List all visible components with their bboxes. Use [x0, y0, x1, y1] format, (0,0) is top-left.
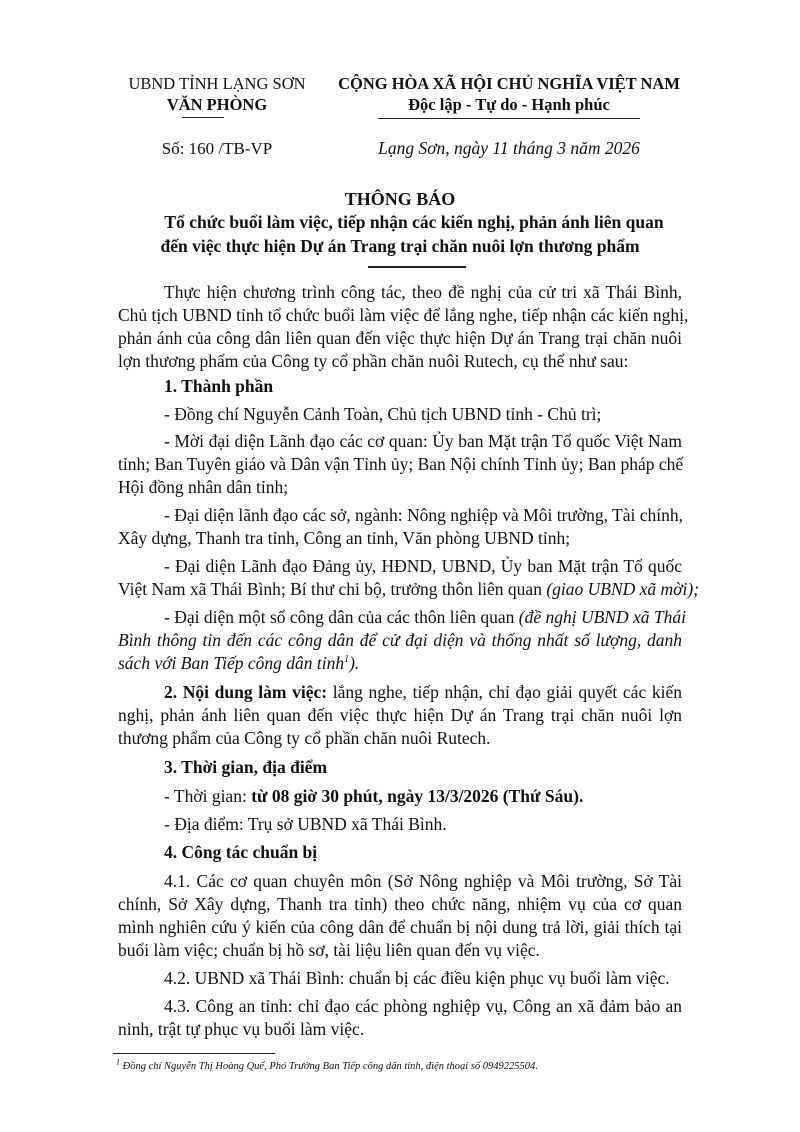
subtitle-line-2: đến việc thực hiện Dự án Trang trại chăn nuôi lợn thương phẩm: [160, 236, 640, 256]
intro-line: Chủ tịch UBND tỉnh tổ chức buổi làm việc để lắng nghe, tiếp nhận các kiến nghị,: [118, 305, 689, 325]
prep-item: 4.2. UBND xã Thái Bình: chuẩn bị các điều kiện phục vụ buổi làm việc.: [164, 968, 670, 988]
participant-note-cont: Bình thông tin đến các công dân để cử đại diện và thống nhất số lượng, danh: [118, 630, 682, 650]
section-3-heading: 3. Thời gian, địa điểm: [164, 757, 328, 777]
participant-item: - Đại diện Lãnh đạo Đảng ủy, HĐND, UBND, Ủy ban Mặt trận Tổ quốc: [164, 556, 682, 576]
intro-line: lợn thương phẩm của Công ty cổ phần chăn nuôi Rutech, cụ thể như sau:: [118, 351, 629, 371]
document-number: Số: 160 /TB-VP: [161, 139, 273, 158]
footnote-marker: 1: [116, 1057, 120, 1067]
prep-item-cont: ninh, trật tự phục vụ buổi làm việc.: [118, 1019, 365, 1039]
intro-line: phản ánh của công dân liên quan đến việc thực hiện Dự án Trang trại chăn nuôi: [118, 328, 682, 348]
motto-underline: [378, 118, 640, 119]
footnote-text: Đồng chí Nguyễn Thị Hoàng Quế, Phó Trưởng Ban Tiếp công dân tỉnh, điện thoại số 0949225504.: [120, 1061, 538, 1072]
subtitle-line-1: Tổ chức buổi làm việc, tiếp nhận các kiến nghị, phản ánh liên quan: [164, 212, 664, 232]
national-motto: Độc lập - Tự do - Hạnh phúc: [408, 95, 610, 114]
section-2-line: [164, 680, 682, 704]
prep-item-cont: mình nghiên cứu ý kiến của công dân để chuẩn bị nội dung trả lời, giải thích tại: [118, 917, 682, 937]
participant-note-text: sách với Ban Tiếp công dân tỉnh: [118, 653, 345, 673]
footnote: [116, 1057, 538, 1072]
section-2-heading: 2. Nội dung làm việc:: [164, 682, 328, 702]
time-label: - Thời gian:: [164, 786, 252, 806]
section-1-heading: 1. Thành phần: [164, 376, 274, 396]
section-2-text: lắng nghe, tiếp nhận, chỉ đạo giải quyết các kiến: [327, 682, 682, 702]
participant-text: Việt Nam xã Thái Bình; Bí thư chi bộ, trưởng thôn liên quan: [118, 579, 547, 599]
footnote-reference[interactable]: 1: [344, 654, 350, 666]
participant-item-cont: [118, 577, 700, 601]
participant-item-cont: Hội đồng nhân dân tỉnh;: [118, 477, 289, 497]
section-2-line: thương phẩm của Công ty cổ phần chăn nuôi Rutech.: [118, 728, 491, 748]
title-divider: [368, 266, 466, 268]
participant-item: - Đại diện lãnh đạo các sở, ngành: Nông nghiệp và Môi trường, Tài chính,: [164, 505, 684, 525]
participant-item: - Đồng chí Nguyễn Cảnh Toàn, Chủ tịch UBND tỉnh - Chủ trì;: [164, 404, 602, 424]
prep-item-cont: chính, Sở Xây dựng, Thanh tra tỉnh) theo chức năng, nhiệm vụ của cơ quan: [118, 894, 682, 914]
time-value: từ 08 giờ 30 phút, ngày 13/3/2026 (Thứ Sáu).: [251, 786, 584, 806]
participant-item-cont: tỉnh; Ban Tuyên giáo và Dân vận Tỉnh ủy; Ban Nội chính Tỉnh ủy; Ban pháp chế: [118, 454, 684, 474]
prep-item: 4.3. Công an tỉnh: chỉ đạo các phòng nghiệp vụ, Công an xã đảm bảo an: [164, 996, 682, 1016]
prep-item: 4.1. Các cơ quan chuyên môn (Sở Nông nghiệp và Môi trường, Sở Tài: [164, 871, 682, 891]
participant-note: (đề nghị UBND xã Thái: [518, 607, 686, 627]
section-2-line: nghị, phản ánh liên quan đến việc thực hiện Dự án Trang trại chăn nuôi lợn: [118, 705, 682, 725]
participant-note-cont: [118, 651, 682, 675]
footnote-separator: [113, 1053, 275, 1054]
participant-item: - Mời đại diện Lãnh đạo các cơ quan: Ủy ban Mặt trận Tổ quốc Việt Nam: [164, 431, 682, 451]
meeting-time: [164, 784, 682, 808]
nation-name: CỘNG HÒA XÃ HỘI CHỦ NGHĨA VIỆT NAM: [338, 74, 680, 93]
section-4-heading: 4. Công tác chuẩn bị: [164, 842, 318, 862]
participant-text: - Đại diện một số công dân của các thôn liên quan: [164, 607, 519, 627]
agency-name: UBND TỈNH LẠNG SƠN: [128, 74, 306, 93]
place-date: Lạng Sơn, ngày 11 tháng 3 năm 2026: [378, 138, 640, 158]
document-title: THÔNG BÁO: [344, 189, 456, 209]
intro-line: Thực hiện chương trình công tác, theo đề nghị của cử tri xã Thái Bình,: [164, 282, 682, 302]
office-underline: [182, 117, 224, 118]
office-name: VĂN PHÒNG: [166, 95, 268, 114]
participant-item-cont: Xây dựng, Thanh tra tỉnh, Công an tỉnh, Văn phòng UBND tỉnh;: [118, 528, 571, 548]
participant-note-end: ).: [349, 653, 360, 673]
prep-item-cont: buổi làm việc; chuẩn bị hồ sơ, tài liệu liên quan đến vụ việc.: [118, 940, 540, 960]
participant-note: (giao UBND xã mời);: [546, 579, 700, 599]
meeting-place: - Địa điểm: Trụ sở UBND xã Thái Bình.: [164, 814, 447, 834]
participant-item: [164, 605, 686, 629]
